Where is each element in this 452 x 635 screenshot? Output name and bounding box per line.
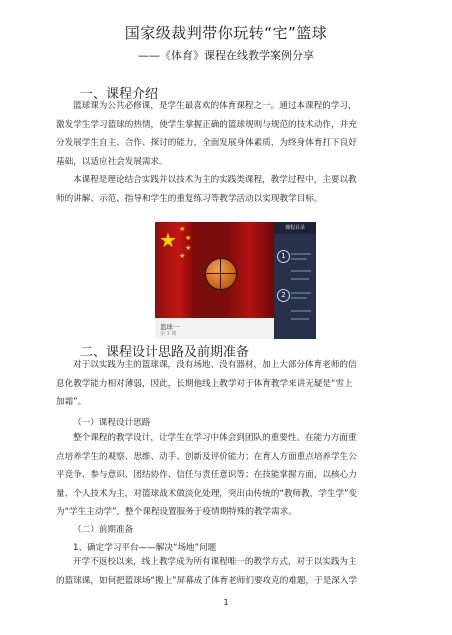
paragraph-course-intro-2 xyxy=(56,171,396,208)
page-number: 1 xyxy=(223,598,229,607)
star-icon: ★ xyxy=(159,228,177,252)
text-line: 息化教学能力相对薄弱，因此，长期他线上教学对于体育教学来讲无疑是“雪上 xyxy=(56,378,353,389)
text-line: 本课程是理论结合实践并以技术为主的实践类课程，教学过程中，主要以教 xyxy=(73,175,357,185)
paragraph-design-thinking xyxy=(56,429,396,522)
document-subtitle: ——《体育》课程在线教学案例分享 xyxy=(138,49,314,62)
paragraph-design-intro xyxy=(56,356,396,412)
subsection-heading-preparation: （二）前期准备 xyxy=(73,525,134,535)
sidebar-item-number: 1 xyxy=(277,250,290,263)
preparation-item-heading: 1、确定学习平台——解决“场地”问题 xyxy=(73,543,217,553)
presenter-tag: 第 1 期 xyxy=(160,331,177,337)
text-line: 激发学生学习篮球的热情，使学生掌握正确的篮球规则与规范的技术动作，并充 xyxy=(56,119,357,130)
text-line: 量、个人技术为主，对篮球战术做淡化处理，突出由传统的“教师教，学生学”变 xyxy=(56,488,358,499)
star-icon: ★ xyxy=(179,252,186,260)
sidebar-line xyxy=(291,253,311,255)
video-sidebar xyxy=(274,222,316,339)
paragraph-preparation xyxy=(56,553,396,590)
section-heading-design: 二、课程设计思路及前期准备 xyxy=(80,345,250,360)
presenter-name: 篮球一 xyxy=(160,323,180,331)
sidebar-line xyxy=(291,278,309,280)
basketball-icon xyxy=(205,258,237,290)
paragraph-course-intro-1 xyxy=(56,97,396,171)
text-line: 对于以实践为主的篮球课，没有场地、没有器材，加上大部分体育老师的信 xyxy=(73,360,357,370)
video-stage xyxy=(155,222,274,318)
text-line: 篮球课为公共必修课，是学生最喜欢的体育课程之一。通过本课程的学习， xyxy=(73,101,357,111)
sidebar-header: 课程目录 xyxy=(274,222,316,234)
sidebar-line xyxy=(291,258,307,260)
text-line: 整个课程的教学设计，让学生在学习中体会到团队的重要性。在能力方面重 xyxy=(73,433,357,443)
section-heading-course-intro: 一、课程介绍 xyxy=(80,87,159,102)
star-icon: ★ xyxy=(185,234,192,242)
text-line: 师的讲解、示范、指导和学生的重复练习等教学活动以实现教学目标。 xyxy=(56,193,323,204)
sidebar-line xyxy=(291,297,307,299)
text-line: 的篮球课，如何把篮球场“搬上”屏幕成了体育老师们要攻克的难题，于是深入学 xyxy=(56,575,358,586)
star-icon: ★ xyxy=(179,225,186,233)
video-screenshot xyxy=(155,222,316,339)
sidebar-line xyxy=(291,310,311,312)
text-line: 加霜”。 xyxy=(56,397,87,407)
text-line: 基础，以适应社会发展需求。 xyxy=(56,156,168,167)
text-line: 分发展学生自主、合作、探讨的能力，全面发展身体素质，为终身体育打下良好 xyxy=(56,138,357,148)
text-line: 平竞争、参与意识、团结协作、信任与责任意识等；在技能掌握方面，以核心力 xyxy=(56,470,357,480)
presenter-bar xyxy=(155,318,274,339)
document-title: 国家级裁判带你玩转“宅”篮球 xyxy=(124,24,328,42)
subsection-heading-design: （一）课程设计思路 xyxy=(73,418,151,428)
sidebar-line xyxy=(291,318,309,320)
text-line: 点培养学生的观察、思维、动手、创新及评价能力；在育人方面重点培养学生公 xyxy=(56,451,357,462)
sidebar-line xyxy=(291,292,311,294)
text-line: 开学不返校以来，线上教学成为所有课程唯一的教学方式，对于以实践为主 xyxy=(73,557,357,567)
sidebar-item-number: 2 xyxy=(277,289,290,302)
star-icon: ★ xyxy=(185,244,192,252)
text-line: 为“学生主动学”，整个课程设置服务于疫情期特殊的教学需求。 xyxy=(56,507,297,517)
sidebar-line xyxy=(291,270,311,272)
